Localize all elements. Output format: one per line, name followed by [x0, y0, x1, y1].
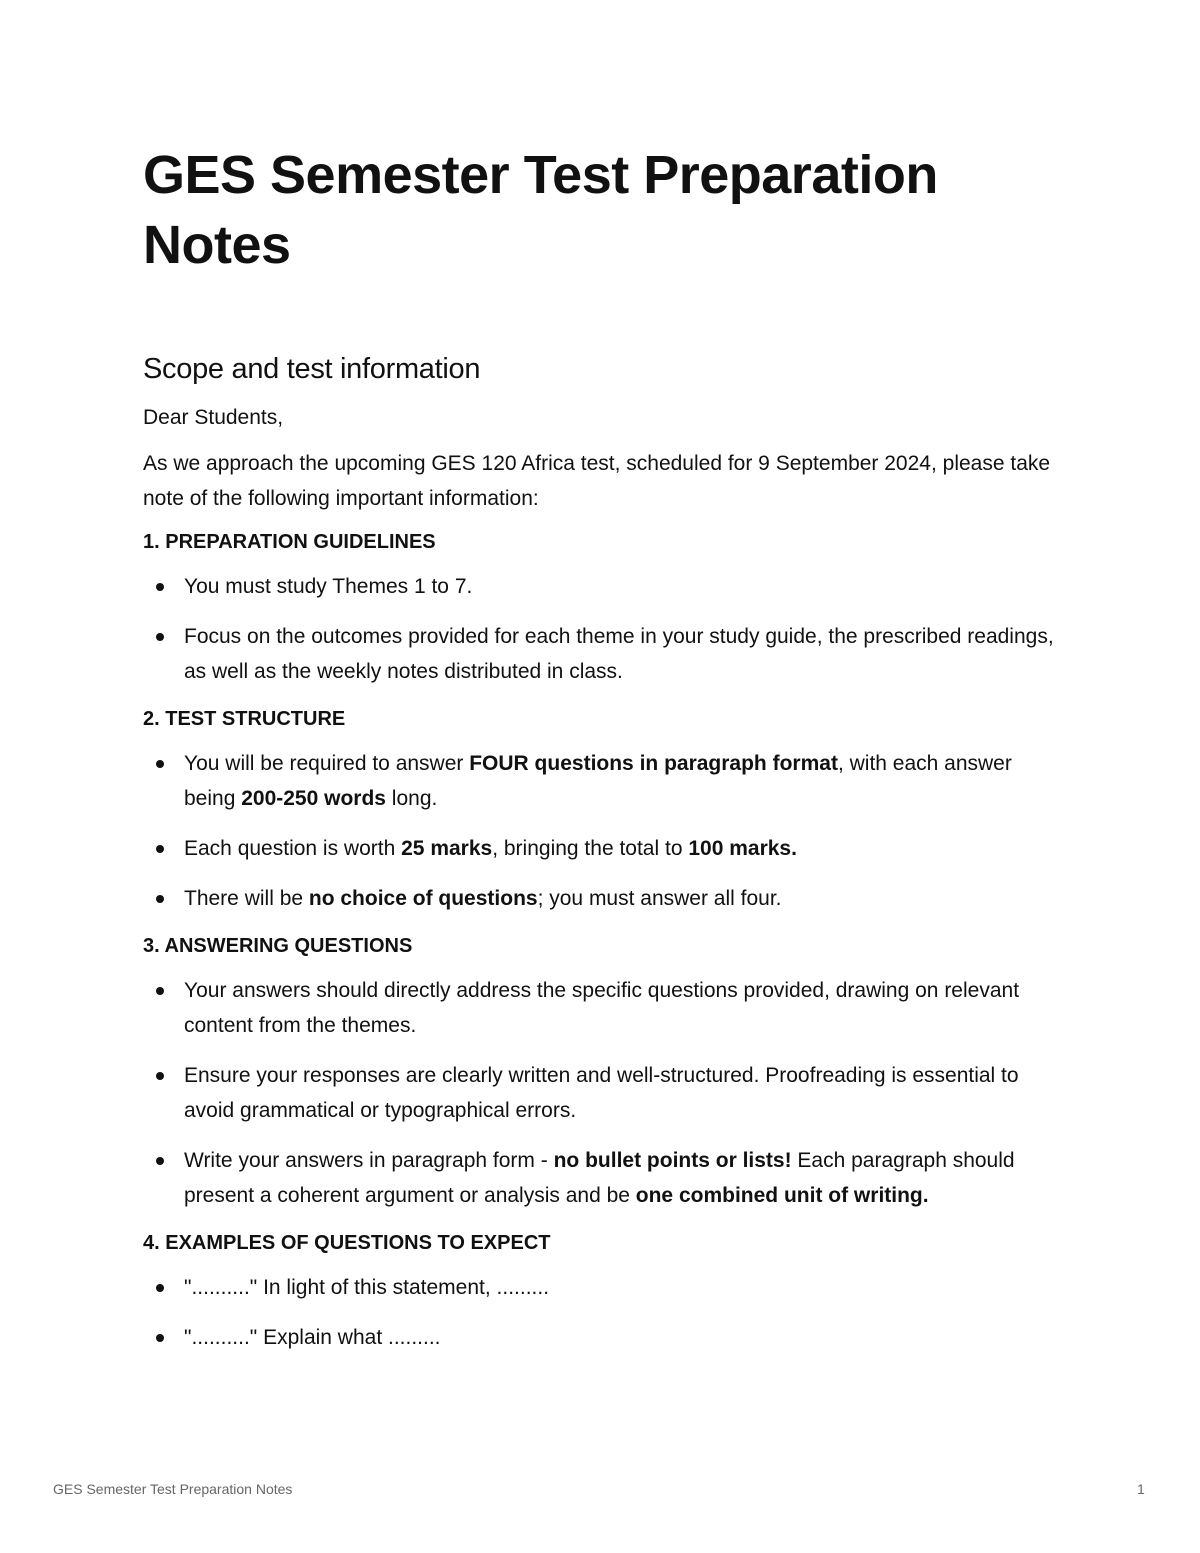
list-item-text: long.	[385, 787, 438, 810]
greeting: Dear Students,	[143, 406, 284, 429]
bold-text: no choice of questions	[308, 887, 538, 910]
list-item-text: Your answers should directly address the specific questions provided, drawing on relevant content from the themes.	[184, 979, 1020, 1037]
section-heading: 4. EXAMPLES OF QUESTIONS TO EXPECT	[143, 1232, 551, 1254]
bullet-icon	[156, 1284, 164, 1292]
bullet-icon	[156, 633, 164, 641]
bold-text: 200-250 words	[241, 787, 386, 810]
list-item-text: There will be	[184, 887, 309, 910]
footer-title: GES Semester Test Preparation Notes	[53, 1481, 293, 1497]
list-item-text: , bringing the total to	[492, 837, 689, 860]
document-subtitle: Scope and test information	[143, 353, 481, 385]
list-item-text: Each question is worth	[184, 837, 402, 860]
list-item	[143, 1058, 1063, 1128]
section-heading: 3. ANSWERING QUESTIONS	[143, 935, 413, 957]
document-page	[143, 140, 1063, 1370]
bullet-icon	[156, 760, 164, 768]
footer-page-number: 1	[1137, 1481, 1145, 1497]
list-item-text: ; you must answer all four.	[537, 887, 782, 910]
list-item	[143, 881, 1063, 916]
list-item-text: Write your answers in paragraph form -	[184, 1149, 554, 1172]
bullet-icon	[156, 583, 164, 591]
bullet-list	[143, 1270, 1063, 1355]
list-item	[143, 831, 1063, 866]
bold-text: no bullet points or lists!	[553, 1149, 792, 1172]
bold-text: 25 marks	[401, 837, 493, 860]
list-item	[143, 1143, 1063, 1213]
intro-paragraph: As we approach the upcoming GES 120 Africa test, scheduled for 9 September 2024, please take note of the following important information:	[143, 452, 1051, 510]
section-heading: 1. PREPARATION GUIDELINES	[143, 531, 436, 553]
bullet-icon	[156, 1072, 164, 1080]
list-item-text: , with each answer being	[184, 752, 1012, 810]
bullet-icon	[156, 845, 164, 853]
list-item	[143, 1270, 1063, 1305]
list-item-text: ".........." In light of this statement, .........	[184, 1276, 550, 1299]
list-item	[143, 1320, 1063, 1355]
bullet-icon	[156, 1334, 164, 1342]
bold-text: 100 marks.	[688, 837, 797, 860]
bold-text: FOUR questions in paragraph format	[469, 752, 838, 775]
bullet-list	[143, 569, 1063, 689]
bullet-icon	[156, 895, 164, 903]
bullet-list	[143, 973, 1063, 1213]
list-item-text: Focus on the outcomes provided for each theme in your study guide, the prescribed readings, as well as the weekly notes distributed in class.	[184, 625, 1054, 683]
section-heading: 2. TEST STRUCTURE	[143, 708, 346, 730]
list-item	[143, 973, 1063, 1043]
list-item	[143, 569, 1063, 604]
list-item-text: Each paragraph should present a coherent argument or analysis and be	[184, 1149, 1015, 1207]
list-item-text: ".........." Explain what .........	[184, 1326, 441, 1349]
sections-container	[143, 527, 1063, 1355]
document-title: GES Semester Test Preparation Notes	[143, 145, 938, 275]
list-item-text: Ensure your responses are clearly written and well-structured. Proofreading is essential to avoid grammatical or typographical errors.	[184, 1064, 1019, 1122]
bold-text: one combined unit of writing.	[635, 1184, 929, 1207]
list-item	[143, 619, 1063, 689]
bullet-list	[143, 746, 1063, 916]
list-item-text: You must study Themes 1 to 7.	[184, 575, 473, 598]
bullet-icon	[156, 987, 164, 995]
list-item	[143, 746, 1063, 816]
list-item-text: You will be required to answer	[184, 752, 470, 775]
bullet-icon	[156, 1157, 164, 1165]
